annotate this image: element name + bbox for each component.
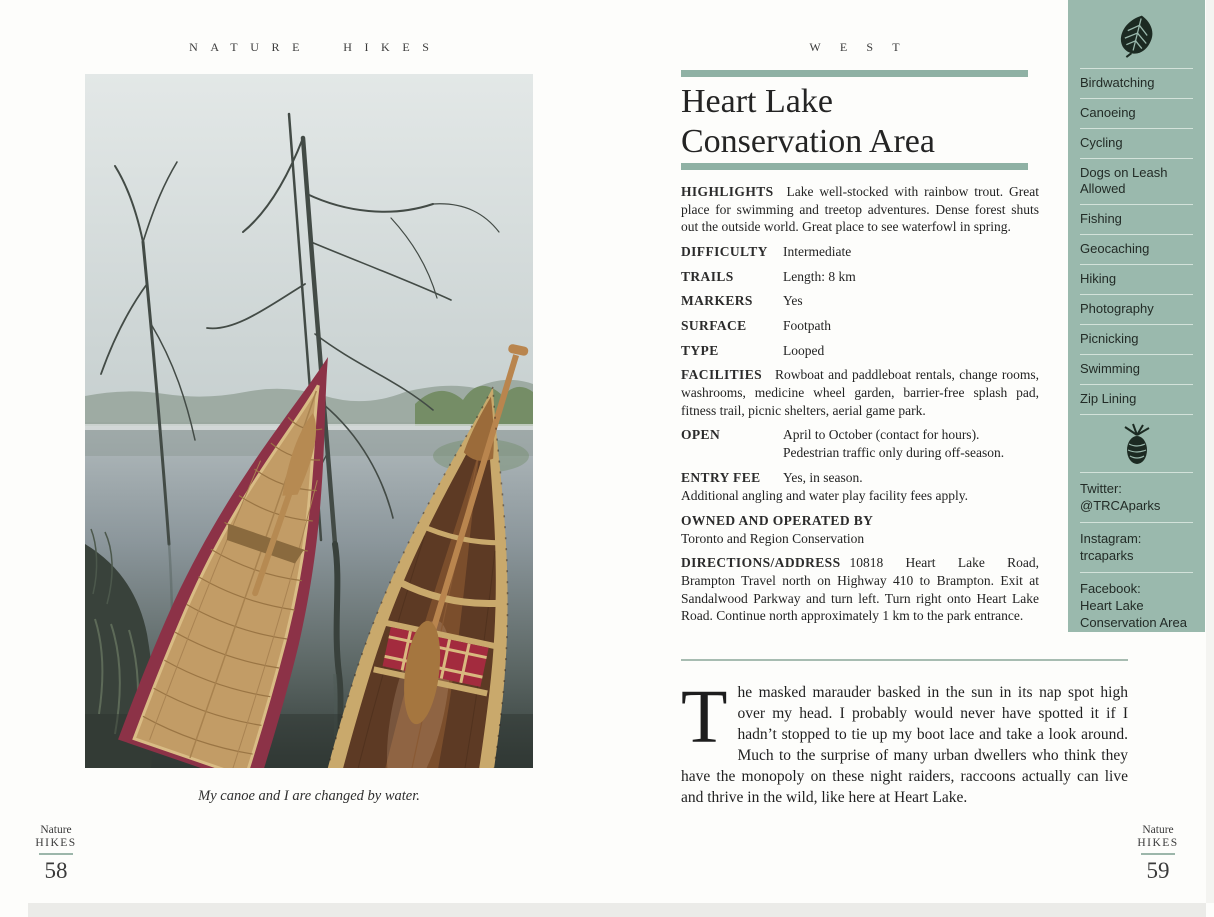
sidebar-social-facebook <box>1080 572 1193 639</box>
info-label: SURFACE <box>681 318 747 334</box>
story-text: he masked marauder basked in the sun in its nap spot high over my head. I probably would never have spotted it if I hadn’t stopped to tie up my boot lace and take a look around. Much to the surprise of many urban dwellers who think they have the monopoly on these night raiders, raccoons actually can live and thrive in the wild, like here at Heart Lake. <box>681 684 1128 807</box>
title-accent-bar-top <box>681 70 1028 77</box>
sidebar-activity-photography: Photography <box>1080 294 1193 324</box>
info-value: Yes <box>783 293 803 309</box>
sidebar-activity-geocaching: Geocaching <box>1080 234 1193 264</box>
story-paragraph <box>681 675 1128 808</box>
right-page-number: 59 <box>1146 858 1170 883</box>
left-folio-rule <box>39 853 73 855</box>
sidebar-activity-zip-lining: Zip Lining <box>1080 384 1193 415</box>
sidebar-social-twitter <box>1080 472 1193 522</box>
sidebar-activity-cycling: Cycling <box>1080 128 1193 158</box>
info-row-open <box>681 426 1039 461</box>
info-value: Rowboat and paddleboat rentals, change rooms, washrooms, medicine wheel garden, barrier-free splash pad, fitness trail, picnic shelters, aerial game park. <box>681 367 1039 418</box>
info-value: Intermediate <box>783 244 852 260</box>
info-label: ENTRY FEE <box>681 469 761 485</box>
page-title-line2: Conservation Area <box>681 122 935 160</box>
info-value: Length: 8 km <box>783 268 856 284</box>
page-edge-shadow-bottom <box>28 903 1206 917</box>
info-row-highlights <box>681 183 1039 236</box>
pinecone-icon <box>1080 415 1193 472</box>
left-folio-brand-top: Nature <box>40 824 72 836</box>
info-value: Looped <box>783 342 825 358</box>
lake-canoes-photo-art <box>85 74 533 768</box>
activities-sidebar <box>1068 0 1205 632</box>
info-value <box>783 426 1039 461</box>
right-folio-rule <box>1141 853 1175 855</box>
park-info-list <box>681 183 1039 632</box>
info-row-type <box>681 342 1039 360</box>
leaf-icon <box>1080 0 1193 68</box>
info-row-entry-fee <box>681 469 1039 505</box>
info-label: DIRECTIONS/ADDRESS <box>681 555 841 571</box>
right-folio-brand-top: Nature <box>1142 824 1174 836</box>
lake-canoes-photo <box>85 74 533 768</box>
info-row-surface <box>681 317 1039 335</box>
sidebar-social-instagram <box>1080 522 1193 572</box>
info-row-owned-by <box>681 512 1039 547</box>
info-label: HIGHLIGHTS <box>681 184 774 199</box>
right-folio-brand-bottom: HIKES <box>1137 837 1179 849</box>
right-folio <box>1129 824 1187 883</box>
info-value: 10818 Heart Lake Road, Brampton Travel north on Highway 410 to Brampton. Exit at Sandalwood Parkway and turn left. Turn right onto Heart Lake Road. Continue north approximately 1 km to the park entrance. <box>681 555 1039 624</box>
social-handle: @TRCAparks <box>1080 498 1161 513</box>
sidebar-activity-birdwatching: Birdwatching <box>1080 68 1193 98</box>
social-platform: Twitter: <box>1080 481 1122 496</box>
info-value-line1: April to October (contact for hours). <box>783 427 980 443</box>
drop-cap: T <box>681 675 728 759</box>
info-value-line2: Pedestrian traffic only during off-season. <box>783 445 1005 461</box>
info-label: OPEN <box>681 427 721 443</box>
section-divider-rule <box>681 659 1128 661</box>
left-running-head: NATURE HIKES <box>189 40 442 54</box>
info-row-difficulty <box>681 243 1039 261</box>
info-value: Toronto and Region Conservation <box>681 530 865 546</box>
left-folio <box>27 824 85 883</box>
page-title-line1: Heart Lake <box>681 83 833 120</box>
photo-caption: My canoe and I are changed by water. <box>198 788 420 804</box>
social-platform: Facebook: <box>1080 581 1141 596</box>
social-handle: Heart Lake Conservation Area <box>1080 598 1187 630</box>
info-value: Yes, in season. <box>783 469 863 485</box>
left-folio-brand-bottom: HIKES <box>35 837 77 849</box>
info-label: FACILITIES <box>681 367 763 383</box>
sidebar-activity-hiking: Hiking <box>1080 264 1193 294</box>
info-label: TRAILS <box>681 268 734 284</box>
info-label: TYPE <box>681 342 719 358</box>
social-handle: trcaparks <box>1080 548 1134 563</box>
info-label: OWNED AND OPERATED BY <box>681 513 874 529</box>
sidebar-activity-fishing: Fishing <box>1080 204 1193 234</box>
sidebar-activity-picnicking: Picnicking <box>1080 324 1193 354</box>
info-label: DIFFICULTY <box>681 244 768 260</box>
page-title <box>681 82 1051 162</box>
left-page-number: 58 <box>44 858 68 883</box>
info-row-directions <box>681 554 1039 625</box>
info-value: Lake well-stocked with rainbow trout. Great place for swimming and treetop adventures. Dense forest shuts out the outside world. Great place to see waterfowl in spring. <box>681 184 1039 235</box>
right-running-head: WEST <box>809 40 919 54</box>
info-row-trails <box>681 268 1039 286</box>
sidebar-activity-swimming: Swimming <box>1080 354 1193 384</box>
sidebar-activity-dogs-on-leash: Dogs on Leash Allowed <box>1080 158 1193 204</box>
sidebar-activity-canoeing: Canoeing <box>1080 98 1193 128</box>
info-value-line2: Additional angling and water play facility fees apply. <box>681 488 969 504</box>
info-value: Footpath <box>783 318 832 334</box>
info-row-markers <box>681 292 1039 310</box>
info-label: MARKERS <box>681 293 753 309</box>
social-platform: Instagram: <box>1080 531 1142 546</box>
info-row-facilities <box>681 366 1039 419</box>
page-edge-shadow-right <box>1206 0 1214 903</box>
title-accent-bar-bottom <box>681 163 1028 170</box>
